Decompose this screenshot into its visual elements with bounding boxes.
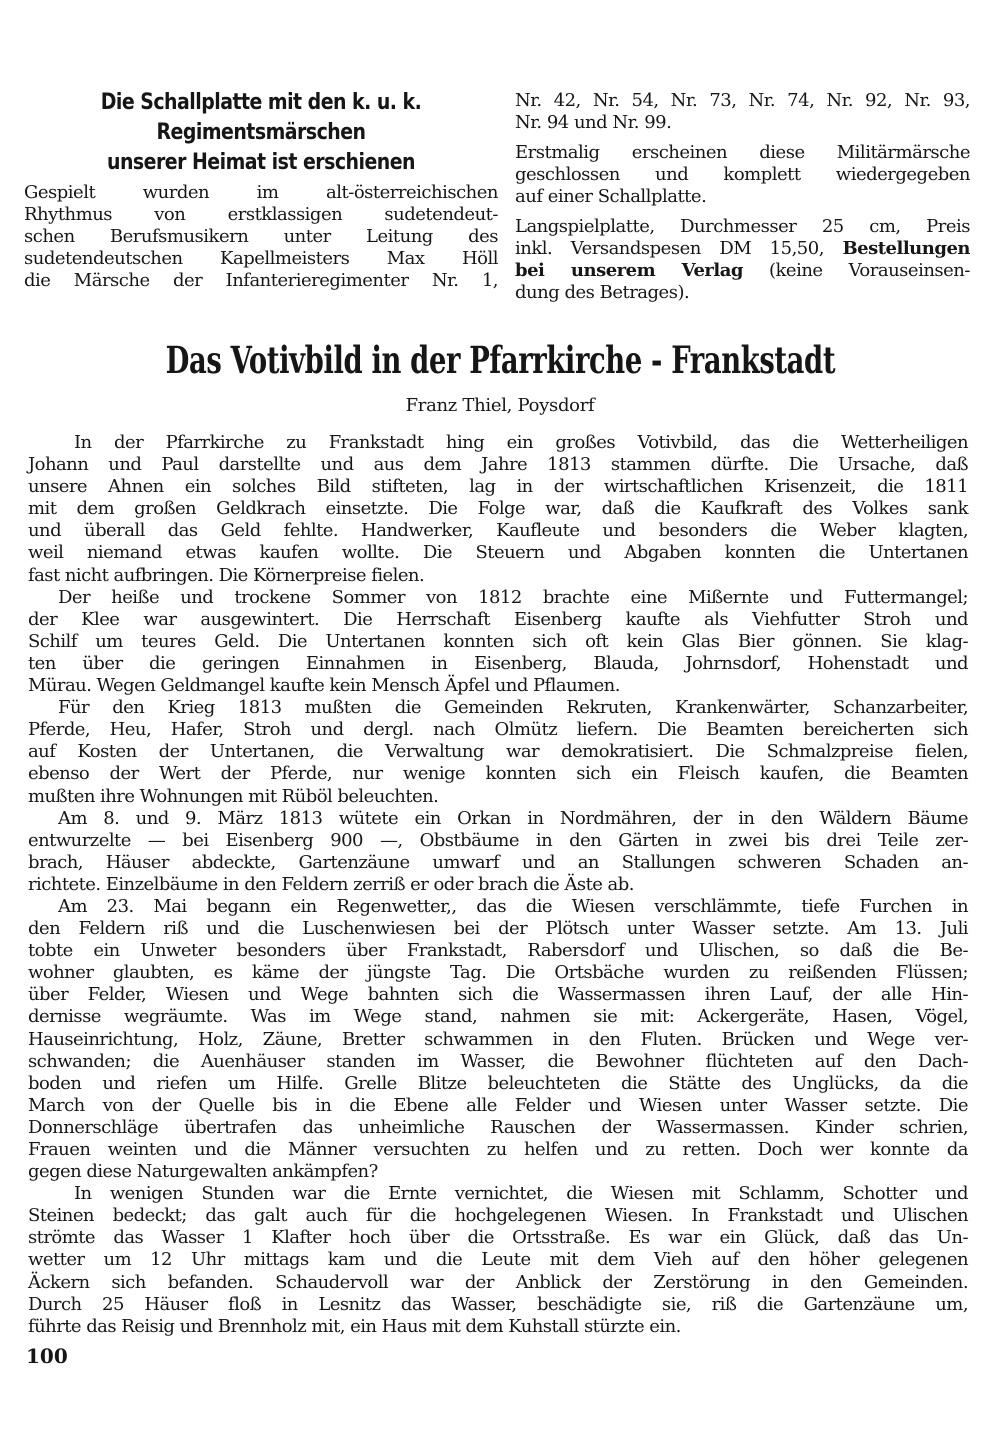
notice-heading-line: unserer Heimat ist erschienen — [106, 150, 415, 175]
article-paragraph — [28, 697, 968, 807]
text-line: tobte ein Unweter besonders über Frankstadt, Rabersdorf und Ulischen, so daß die Be- — [28, 940, 968, 962]
text-line: mußten ihre Wohnungen mit Rüböl beleuchten. — [28, 785, 439, 807]
text-line: Mürau. Wegen Geldmangel kaufte kein Mensch Äpfel und Pflaumen. — [28, 675, 620, 697]
article-title — [0, 336, 1000, 384]
text-line: die Märsche der Infanterieregimenter Nr. 1, — [24, 270, 498, 291]
text-line: richtete. Einzelbäume in den Feldern zerriß er oder brach die Äste ab. — [28, 873, 634, 895]
article-paragraph — [28, 587, 968, 697]
price-text: inkl. Versandspesen DM 15,50, — [515, 238, 824, 259]
text-line: wohner glaubten, es käme der jüngste Tag. Die Ortsbäche wurden zu reißenden Flüssen; — [28, 962, 968, 984]
notice-heading — [57, 88, 465, 178]
text-line: schen Berufsmusikern unter Leitung des — [24, 226, 498, 247]
text-line: und überall das Geld fehlte. Handwerker, Kaufleute und besonders die Weber klagten, — [28, 520, 968, 542]
text-line: Frauen weinten und die Männer versuchten zu helfen und zu retten. Doch wer konnte da — [28, 1139, 968, 1160]
order-label: Bestellungen — [842, 238, 970, 259]
text-line — [515, 238, 970, 260]
text-line: unsere Ahnen ein solches Bild stifteten, lag in der wirtschaftlichen Krisenzeit, die 1811 — [28, 476, 968, 498]
text-line: Gespielt wurden im alt-österreichischen — [24, 182, 498, 203]
text-line — [515, 260, 970, 282]
text-line: boden und riefen um Hilfe. Grelle Blitze beleuchteten die Stätte des Unglücks, da die — [28, 1072, 968, 1094]
notice-left-text — [24, 182, 498, 292]
text-line: Durch 25 Häuser floß in Lesnitz das Wasser, beschädigte sie, riß die Gartenzäune um, — [28, 1293, 968, 1315]
text-line: entwurzelte — bei Eisenberg 900 —, Obstbäume in den Gärten in zwei bis drei Teile zer- — [28, 829, 968, 851]
notice-left-column — [24, 88, 498, 292]
text-line: In der Pfarrkirche zu Frankstadt hing ein großes Votivbild, das die Wetterheiligen — [74, 432, 968, 453]
notice-first-release — [515, 142, 970, 208]
article-title-text: Das Votivbild in der Pfarrkirche - Frankstadt — [165, 338, 835, 382]
notice-regiment-numbers — [515, 90, 970, 134]
text-line: Nr. 94 und Nr. 99. — [515, 112, 672, 133]
text-line: March von der Quelle bis in die Ebene alle Felder und Wiesen unter Wasser setzte. Die — [28, 1094, 968, 1116]
text-line: wetter um 12 Uhr mittags kam und die Leute mit dem Vieh auf den höher gelegenen — [28, 1249, 968, 1271]
text-line: über Felder, Wiesen und Wege bahnten sich die Wassermassen ihren Lauf, der alle Hin- — [28, 984, 968, 1006]
article-body — [28, 432, 968, 1338]
notice-right-column — [515, 90, 970, 312]
article-paragraph — [28, 808, 968, 896]
notice-heading-line: Die Schallplatte mit den k. u. k. — [100, 90, 422, 115]
prepayment-note: (keine Vorauseinsen- — [769, 260, 970, 281]
text-line: Nr. 42, Nr. 54, Nr. 73, Nr. 74, Nr. 92, Nr. 93, — [515, 90, 970, 111]
text-line: fast nicht aufbringen. Die Körnerpreise fielen. — [28, 564, 425, 586]
text-line: geschlossen und komplett wiedergegeben — [515, 164, 970, 185]
text-line: brach, Häuser abdeckte, Gartenzäune umwarf und an Stallungen schweren Schaden an- — [28, 851, 968, 873]
text-line: Pferde, Heu, Hafer, Stroh und dergl. nach Olmütz liefern. Die Beamten bereicherten sich — [28, 719, 968, 741]
page-number: 100 — [26, 1344, 68, 1368]
publisher-label: bei unserem Verlag — [515, 260, 744, 281]
text-line: dernisse wegräumte. Was im Wege stand, nahmen sie mit: Ackergeräte, Hasen, Vögel, — [28, 1006, 968, 1028]
text-line: führte das Reisig und Brennholz mit, ein Haus mit dem Kuhstall stürzte ein. — [28, 1315, 681, 1337]
text-line: Steinen bedeckt; das galt auch für die hochgelegenen Wiesen. In Frankstadt und Ulischen — [28, 1205, 968, 1227]
text-line: Für den Krieg 1813 mußten die Gemeinden Rekruten, Krankenwärter, Schanzarbeiter, — [58, 697, 968, 719]
text-line: auf einer Schallplatte. — [515, 186, 707, 207]
text-line: mit dem großen Geldkrach einsetzte. Die Folge war, daß die Kaufkraft des Volkes sank — [28, 498, 968, 520]
text-line: Der heiße und trockene Sommer von 1812 brachte eine Mißernte und Futtermangel; — [58, 586, 968, 608]
text-line: Langspielplatte, Durchmesser 25 cm, Preis — [515, 216, 970, 237]
text-line: Am 23. Mai begann ein Regenwetter,, das die Wiesen verschlämmte, tiefe Furchen in — [58, 895, 968, 917]
text-line: dung des Betrages). — [515, 282, 690, 303]
text-line: auf Kosten der Untertanen, die Verwaltung war demokratisiert. Die Schmalzpreise fielen, — [28, 741, 968, 763]
text-line: den Feldern riß und die Luschenwiesen bei der Plötsch unter Wasser setzte. Am 13. Juli — [28, 918, 968, 940]
text-line: Rhythmus von erstklassigen sudetendeut- — [24, 204, 498, 225]
text-line: schwanden; die Auenhäuser standen im Wasser, die Bewohner flüchteten auf den Dach- — [28, 1050, 968, 1072]
article-paragraph — [28, 1183, 968, 1338]
text-line: In wenigen Stunden war die Ernte vernichtet, die Wiesen mit Schlamm, Schotter und — [74, 1183, 968, 1205]
text-line: ebenso der Wert der Pferde, nur wenige konnten sich ein Fleisch kaufen, die Beamten — [28, 763, 968, 785]
text-line: Johann und Paul darstellte und aus dem Jahre 1813 stammen dürfte. Die Ursache, daß — [28, 454, 968, 476]
notice-heading-line: Regimentsmärschen — [156, 120, 366, 145]
text-line: weil niemand etwas kaufen wollte. Die Steuern und Abgaben konnten die Untertanen — [28, 542, 968, 564]
article-paragraph — [28, 432, 968, 587]
text-line: Donnerschläge übertrafen das unheimliche Rauschen der Wassermassen. Kinder schrien, — [28, 1116, 968, 1138]
text-line: Äckern sich befanden. Schaudervoll war der Anblick der Zerstörung in den Gemeinden. — [28, 1271, 968, 1293]
text-line: Erstmalig erscheinen diese Militärmärsche — [515, 142, 970, 163]
text-line: Am 8. und 9. März 1813 wütete ein Orkan in Nordmähren, der in den Wäldern Bäume — [58, 807, 968, 829]
text-line: Hauseinrichtung, Holz, Zäune, Bretter schwammen in den Fluten. Brücken und Wege ver- — [28, 1028, 968, 1050]
article-byline: Franz Thiel, Poysdorf — [405, 395, 595, 416]
text-line: strömte das Wasser 1 Klafter hoch über die Ortsstraße. Es war ein Glück, daß das Un- — [28, 1227, 968, 1249]
article-paragraph — [28, 896, 968, 1183]
notice-order-info — [515, 216, 970, 304]
text-line: ten über die geringen Einnahmen in Eisenberg, Blauda, Johrnsdorf, Hohenstadt und — [28, 652, 968, 674]
text-line: sudetendeutschen Kapellmeisters Max Höll — [24, 248, 498, 269]
text-line: der Klee war ausgewintert. Die Herrschaft Eisenberg kaufte als Viehfutter Stroh und — [28, 608, 968, 630]
text-line: gegen diese Naturgewalten ankämpfen? — [28, 1161, 378, 1183]
text-line: Schilf um teures Geld. Die Untertanen konnten sich oft kein Glas Bier gönnen. Sie klag- — [28, 630, 968, 652]
